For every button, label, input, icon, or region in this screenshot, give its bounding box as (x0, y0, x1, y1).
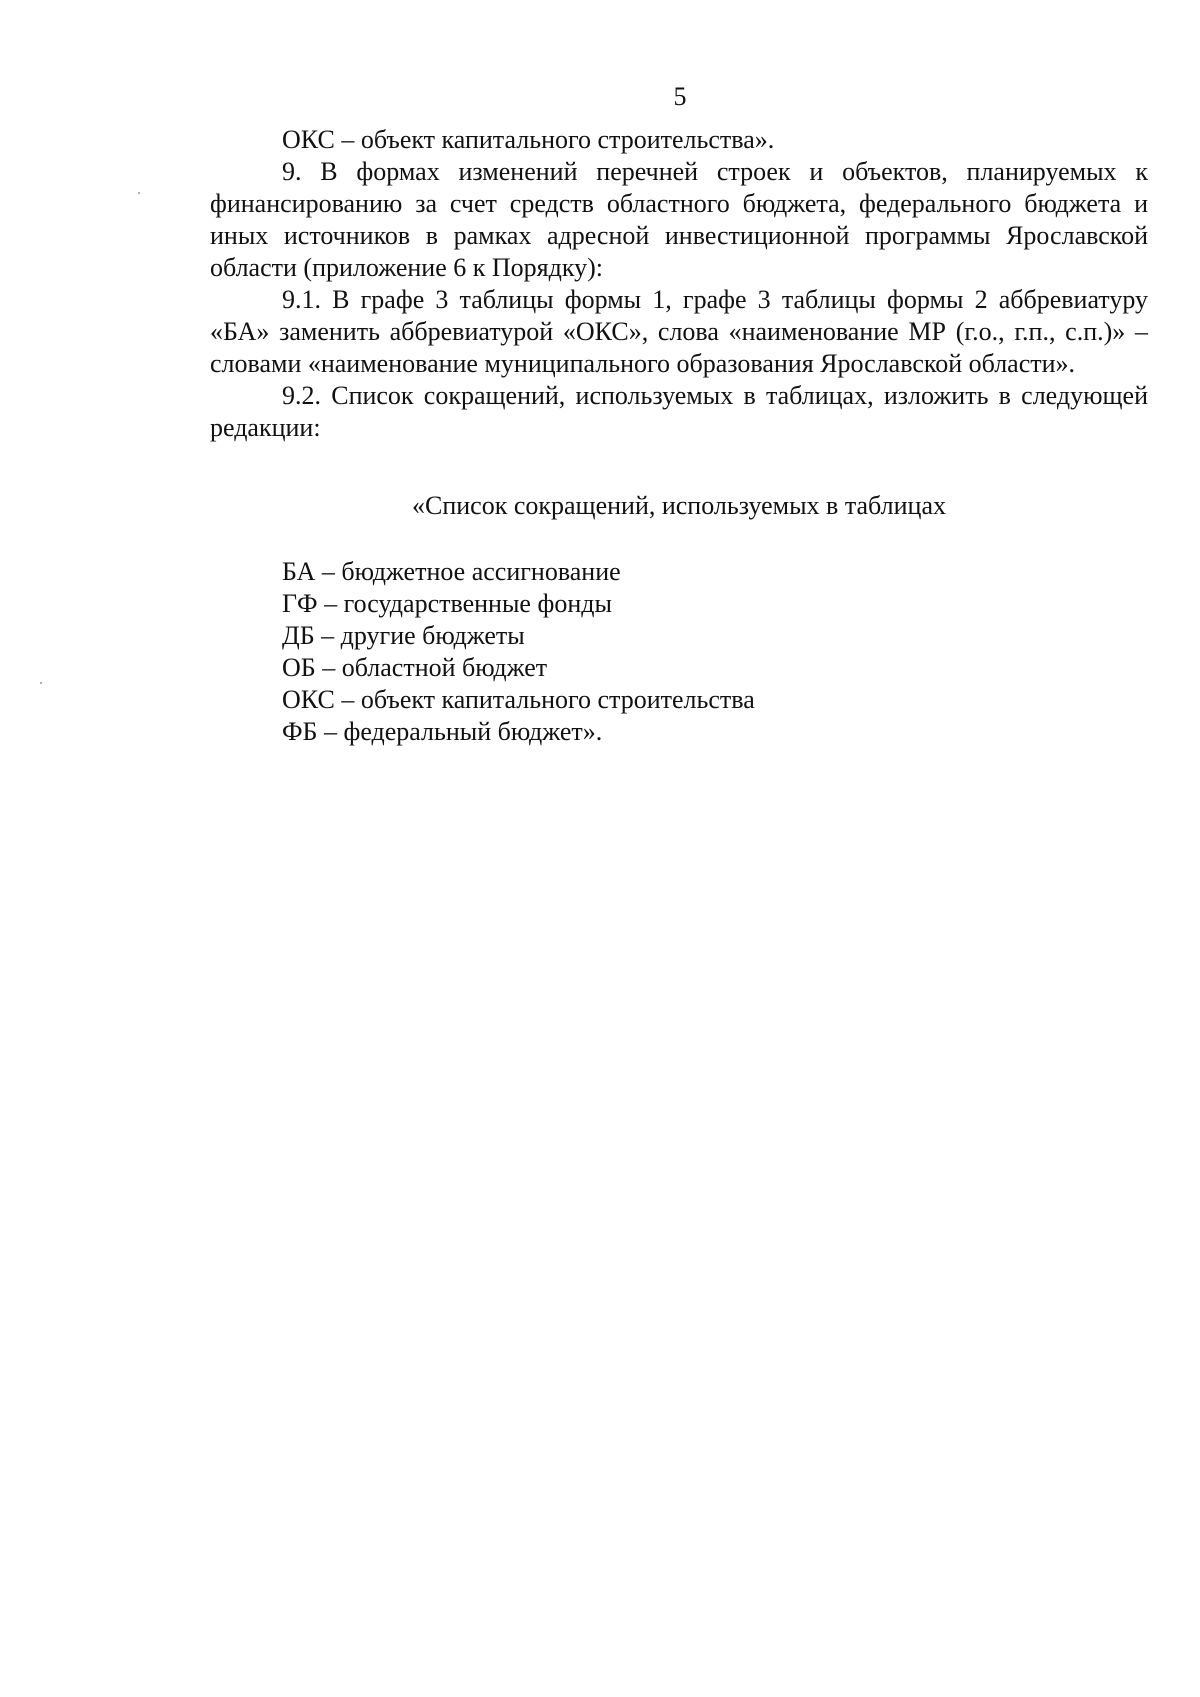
abbreviation-item-gf: ГФ – государственные фонды (282, 589, 612, 618)
page-number: 5 (673, 82, 687, 111)
paragraph-9-1: 9.1. В графе 3 таблицы формы 1, графе 3 таблицы формы 2 аббревиатуру «БА» заменить аббревиатурой «ОКС», слова «наименование МР (г.о., г.п., с.п.)» – словами «наименование муниципального образования Ярославской области». (210, 285, 1148, 378)
abbreviations-list-title: «Список сокращений, используемых в таблицах (412, 491, 946, 520)
abbreviation-item-ob: ОБ – областной бюджет (282, 653, 548, 682)
abbreviation-item-oks: ОКС – объект капитального строительства (282, 685, 755, 714)
paragraph-9-2: 9.2. Список сокращений, используемых в таблицах, изложить в следующей редакции: (210, 381, 1148, 442)
abbreviations-list (210, 556, 1148, 748)
abbreviation-item-fb: ФБ – федеральный бюджет». (282, 717, 603, 746)
abbreviation-item-ba: БА – бюджетное ассигнование (282, 557, 621, 586)
paragraph-1: ОКС – объект капитального строительства». (282, 125, 775, 154)
scan-speck (40, 682, 42, 684)
paragraph-9: 9. В формах изменений перечней строек и объектов, планируемых к финансированию за счет средств областного бюджета, федерального бюджета и иных источников в рамках адресной инвестиционной программы Ярославской области (приложение 6 к Порядку): (210, 157, 1148, 282)
scan-speck (138, 192, 140, 194)
abbreviation-item-db: ДБ – другие бюджеты (282, 621, 525, 650)
document-body (210, 124, 1148, 748)
